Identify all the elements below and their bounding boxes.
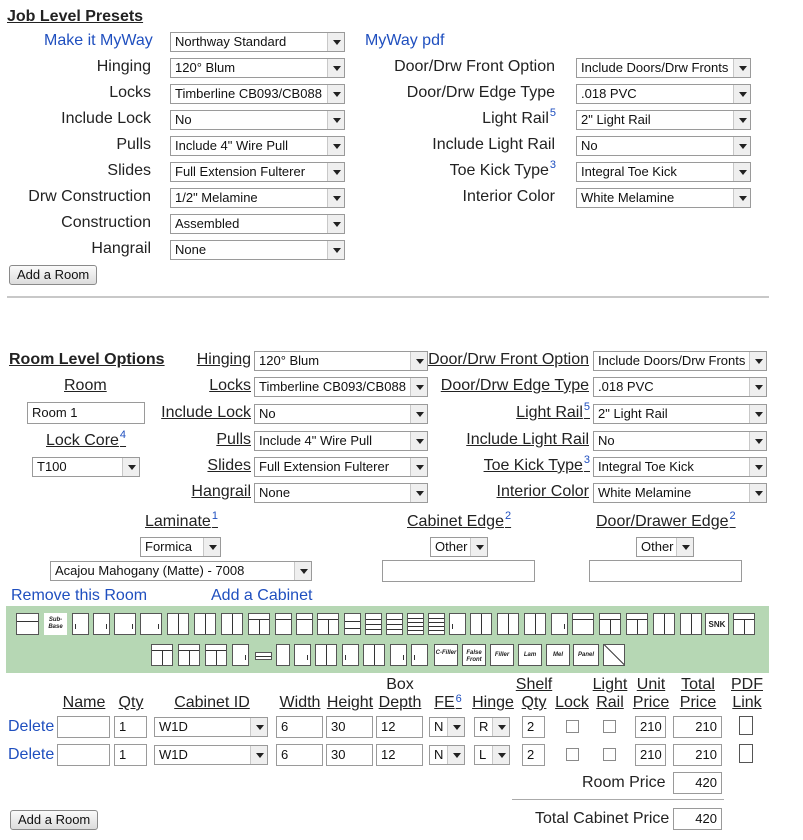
- cabinet-icon-door[interactable]: [342, 644, 359, 666]
- room-include-light-rail-label[interactable]: Include Light Rail: [466, 431, 589, 448]
- cabinet-icon-door[interactable]: [449, 613, 466, 635]
- chevron-down-icon: [327, 33, 344, 51]
- cabinet-icon-double-door[interactable]: [221, 613, 243, 635]
- row-lock-checkbox[interactable]: [566, 720, 579, 733]
- col-pdf-header-top: PDF: [731, 676, 763, 693]
- cabinet-icon-base-flat[interactable]: [16, 613, 39, 635]
- col-fe-header: $FE^6$: [434, 693, 462, 711]
- add-cabinet-link[interactable]: Add a Cabinet: [211, 587, 313, 604]
- room-edge-type-label[interactable]: Door/Drw Edge Type: [440, 377, 589, 394]
- job-hinging-select[interactable]: 120° Blum: [170, 58, 345, 78]
- chevron-down-icon: [492, 746, 509, 764]
- chevron-down-icon: [733, 85, 750, 103]
- row-height-input[interactable]: 30: [326, 744, 373, 766]
- chevron-down-icon: [470, 538, 487, 556]
- cabinet-type-palette: [6, 606, 769, 673]
- col-box-depth-header: Depth: [378, 694, 422, 711]
- room-locks-label[interactable]: Locks: [209, 377, 251, 394]
- total-cabinet-price-value: 420: [673, 808, 722, 830]
- row-total-price-input[interactable]: 210: [673, 716, 722, 738]
- row-cabinet-id-select[interactable]: W1D: [154, 717, 268, 737]
- row-name-input[interactable]: [57, 744, 110, 766]
- cabinet-icon-double-door[interactable]: [524, 613, 546, 635]
- c-filler-icon[interactable]: C-Filler: [434, 644, 458, 666]
- row-depth-input[interactable]: 12: [376, 716, 423, 738]
- cabinet-icon-double-door[interactable]: [497, 613, 519, 635]
- room-light-rail-select[interactable]: 2" Light Rail: [593, 404, 767, 424]
- job-drw-construction-label: Drw Construction: [28, 188, 151, 205]
- cabinet-icon-drawer-door[interactable]: [151, 644, 173, 666]
- room-hinging-label[interactable]: Hinging: [196, 351, 251, 368]
- row-light-rail-checkbox[interactable]: [603, 748, 616, 761]
- job-include-lock-select[interactable]: No: [170, 110, 345, 130]
- sink-base-icon[interactable]: SNK: [705, 613, 729, 635]
- room-label: Room: [64, 377, 107, 394]
- job-door-front-label: Door/Drw Front Option: [394, 58, 555, 75]
- row-hinge-select[interactable]: R: [474, 717, 510, 737]
- col-light-rail-header: Rail: [596, 694, 624, 711]
- room-price-label: Room Price: [582, 774, 666, 791]
- chevron-down-icon: [122, 458, 139, 476]
- chevron-down-icon: [447, 746, 464, 764]
- laminate-label: Laminate$^1$: [145, 510, 218, 530]
- row-height-input[interactable]: 30: [326, 716, 373, 738]
- col-height-header: Height: [326, 694, 374, 711]
- col-hinge-header: Hinge: [472, 694, 514, 711]
- cabinet-edge-select[interactable]: Other: [430, 537, 488, 557]
- cabinet-icon-double-door[interactable]: [470, 613, 492, 635]
- room-include-lock-label[interactable]: Include Lock: [161, 404, 251, 421]
- cabinet-icon-drawer-door[interactable]: [572, 613, 594, 635]
- job-hangrail-select[interactable]: None: [170, 240, 345, 260]
- room-light-rail-label[interactable]: Light Rail$^5$: [516, 401, 590, 421]
- room-toe-kick-label[interactable]: Toe Kick Type$^3$: [483, 454, 590, 474]
- job-slides-label: Slides: [107, 162, 151, 179]
- cabinet-icon-drawers[interactable]: [344, 613, 361, 635]
- cabinet-icon-door[interactable]: [390, 644, 407, 666]
- chevron-down-icon: [447, 718, 464, 736]
- cabinet-icon-drawer-door[interactable]: [626, 613, 648, 635]
- room-level-title: Room Level Options: [9, 351, 165, 368]
- room-slides-select[interactable]: Full Extension Fulterer: [254, 457, 428, 477]
- row-fe-select[interactable]: N: [429, 717, 465, 737]
- cabinet-icon-drawer-door[interactable]: [296, 613, 313, 635]
- cabinet-edge-input[interactable]: [382, 560, 535, 582]
- room-toe-kick-select[interactable]: Integral Toe Kick: [593, 457, 767, 477]
- row-unit-price-input[interactable]: 210: [635, 716, 666, 738]
- job-interior-color-label: Interior Color: [462, 188, 555, 205]
- chevron-down-icon: [749, 484, 766, 502]
- room-hinging-select[interactable]: 120° Blum: [254, 351, 428, 371]
- cabinet-icon-door[interactable]: [140, 613, 162, 635]
- room-door-front-select[interactable]: Include Doors/Drw Fronts: [593, 351, 767, 371]
- cabinet-icon-drawers[interactable]: [365, 613, 382, 635]
- room-edge-type-select[interactable]: .018 PVC: [593, 377, 767, 397]
- col-width-header: Width: [279, 694, 321, 711]
- row-cabinet-id-select[interactable]: W1D: [154, 745, 268, 765]
- cabinet-icon-door[interactable]: [294, 644, 311, 666]
- preset-select[interactable]: Northway Standard: [170, 32, 345, 52]
- delete-row-link[interactable]: Delete: [8, 718, 55, 735]
- cabinet-edge-label: Cabinet Edge$^2$: [407, 510, 512, 530]
- lock-core-label: Lock Core$^4$: [46, 429, 127, 449]
- cabinet-icon-double-door[interactable]: [315, 644, 337, 666]
- job-include-lock-label: Include Lock: [61, 110, 151, 127]
- chevron-down-icon: [733, 111, 750, 129]
- chevron-down-icon: [749, 432, 766, 450]
- col-shelf-header-top: Shelf: [515, 676, 553, 693]
- cabinet-icon-door[interactable]: [551, 613, 568, 635]
- room-pulls-select[interactable]: Include 4" Wire Pull: [254, 431, 428, 451]
- corner-panel-icon[interactable]: [603, 644, 625, 666]
- room-price-value: 420: [673, 772, 722, 794]
- col-cabinet-id-header: Cabinet ID: [174, 694, 250, 711]
- divider: [7, 296, 769, 298]
- chevron-down-icon: [733, 189, 750, 207]
- row-qty-input[interactable]: 1: [114, 744, 147, 766]
- room-interior-color-select[interactable]: White Melamine: [593, 483, 767, 503]
- job-edge-type-select[interactable]: .018 PVC: [576, 84, 751, 104]
- job-drw-construction-select[interactable]: 1/2" Melamine: [170, 188, 345, 208]
- job-locks-select[interactable]: Timberline CB093/CB088: [170, 84, 345, 104]
- cabinet-icon-drawer-door[interactable]: [317, 613, 339, 635]
- chevron-down-icon: [676, 538, 693, 556]
- job-door-front-select[interactable]: Include Doors/Drw Fronts: [576, 58, 751, 78]
- col-unit-header-top: Unit: [636, 676, 666, 693]
- chevron-down-icon: [492, 718, 509, 736]
- col-box-header-top: Box: [386, 676, 414, 693]
- lock-core-select[interactable]: T100: [32, 457, 140, 477]
- laminate-icon[interactable]: Lam: [518, 644, 542, 666]
- cabinet-icon-drawer-door[interactable]: [733, 613, 755, 635]
- chevron-down-icon: [733, 137, 750, 155]
- chevron-down-icon: [733, 59, 750, 77]
- chevron-down-icon: [749, 352, 766, 370]
- cabinet-icon-door[interactable]: [72, 613, 89, 635]
- chevron-down-icon: [327, 215, 344, 233]
- row-shelf-qty-input[interactable]: 2: [522, 744, 545, 766]
- chevron-down-icon: [749, 405, 766, 423]
- add-room-button[interactable]: Add a Room: [9, 265, 97, 285]
- job-pulls-label: Pulls: [116, 136, 151, 153]
- row-width-input[interactable]: 6: [276, 744, 323, 766]
- room-hangrail-select[interactable]: None: [254, 483, 428, 503]
- room-door-front-label[interactable]: Door/Drw Front Option: [428, 351, 589, 368]
- chevron-down-icon: [250, 746, 267, 764]
- chevron-down-icon: [203, 538, 220, 556]
- totals-divider: [512, 799, 724, 800]
- cabinet-icon-door[interactable]: [93, 613, 110, 635]
- make-it-myway-link[interactable]: Make it MyWay: [44, 32, 153, 49]
- job-pulls-select[interactable]: Include 4" Wire Pull: [170, 136, 345, 156]
- room-name-input[interactable]: Room 1: [27, 402, 145, 424]
- cabinet-icon-double-door[interactable]: [653, 613, 675, 635]
- job-edge-type-label: Door/Drw Edge Type: [406, 84, 555, 101]
- room-slides-label[interactable]: Slides: [207, 457, 251, 474]
- job-light-rail-label: Light Rail$^5$: [482, 107, 556, 127]
- filler-icon[interactable]: Filler: [490, 644, 514, 666]
- door-drawer-edge-label: Door/Drawer Edge$^2$: [596, 510, 736, 530]
- cabinet-icon-drawer-door[interactable]: [178, 644, 200, 666]
- room-include-light-rail-select[interactable]: No: [593, 431, 767, 451]
- col-total-header-top: Total: [681, 676, 715, 693]
- cabinet-icon-door[interactable]: [114, 613, 136, 635]
- cabinet-icon-drawer-door[interactable]: [248, 613, 270, 635]
- myway-pdf-link[interactable]: MyWay pdf: [365, 32, 445, 49]
- col-qty-header: Qty: [118, 694, 144, 711]
- job-slides-select[interactable]: Full Extension Fulterer: [170, 162, 345, 182]
- job-construction-label: Construction: [61, 214, 151, 231]
- door-drawer-edge-select[interactable]: Other: [636, 537, 694, 557]
- col-name-header: Name: [62, 694, 106, 711]
- job-hangrail-label: Hangrail: [91, 240, 151, 257]
- col-unit-price-header: Price: [632, 694, 670, 711]
- row-lock-checkbox[interactable]: [566, 748, 579, 761]
- cabinet-icon-drawers[interactable]: [386, 613, 403, 635]
- cabinet-icon-drawer-door[interactable]: [205, 644, 227, 666]
- row-qty-input[interactable]: 1: [114, 716, 147, 738]
- job-locks-label: Locks: [109, 84, 151, 101]
- cabinet-icon-drawer-door[interactable]: [275, 613, 292, 635]
- job-include-light-rail-label: Include Light Rail: [432, 136, 555, 153]
- room-locks-select[interactable]: Timberline CB093/CB088: [254, 377, 428, 397]
- room-pulls-label[interactable]: Pulls: [216, 431, 251, 448]
- row-total-price-input[interactable]: 210: [673, 744, 722, 766]
- row-hinge-select[interactable]: L: [474, 745, 510, 765]
- chevron-down-icon: [733, 163, 750, 181]
- col-pdf-link-header: Link: [732, 694, 762, 711]
- row-unit-price-input[interactable]: 210: [635, 744, 666, 766]
- sub-base-icon[interactable]: Sub-Base: [44, 613, 67, 635]
- job-toe-kick-label: Toe Kick Type$^3$: [449, 159, 556, 179]
- chevron-down-icon: [250, 718, 267, 736]
- cabinet-icon-door[interactable]: [232, 644, 249, 666]
- col-shelf-qty-header: Qty: [521, 694, 547, 711]
- job-level-title: Job Level Presets: [7, 8, 144, 25]
- row-light-rail-checkbox[interactable]: [603, 720, 616, 733]
- chevron-down-icon: [327, 241, 344, 259]
- col-light-header-top: Light: [592, 676, 628, 693]
- cabinet-icon-tall[interactable]: [276, 644, 290, 666]
- row-depth-input[interactable]: 12: [376, 744, 423, 766]
- row-shelf-qty-input[interactable]: 2: [522, 716, 545, 738]
- row-name-input[interactable]: [57, 716, 110, 738]
- job-light-rail-select[interactable]: 2" Light Rail: [576, 110, 751, 130]
- job-interior-color-select[interactable]: White Melamine: [576, 188, 751, 208]
- cabinet-icon-shelf[interactable]: [255, 652, 272, 660]
- chevron-down-icon: [749, 458, 766, 476]
- row-pdf-link-icon[interactable]: [739, 716, 753, 735]
- cabinet-icon-double-door[interactable]: [167, 613, 189, 635]
- job-toe-kick-select[interactable]: Integral Toe Kick: [576, 162, 751, 182]
- row-fe-select[interactable]: N: [429, 745, 465, 765]
- cabinet-icon-double-door[interactable]: [363, 644, 385, 666]
- cabinet-icon-drawers[interactable]: [428, 613, 445, 635]
- room-hangrail-label[interactable]: Hangrail: [191, 483, 251, 500]
- chevron-down-icon: [749, 378, 766, 396]
- panel-icon[interactable]: Panel: [573, 644, 599, 666]
- room-interior-color-label[interactable]: Interior Color: [496, 483, 589, 500]
- cabinet-icon-double-door[interactable]: [194, 613, 216, 635]
- job-construction-select[interactable]: Assembled: [170, 214, 345, 234]
- add-room-bottom-button[interactable]: Add a Room: [10, 810, 98, 830]
- cabinet-icon-drawer-door[interactable]: [599, 613, 621, 635]
- room-include-lock-select[interactable]: No: [254, 404, 428, 424]
- delete-row-link[interactable]: Delete: [8, 746, 55, 763]
- chevron-down-icon: [294, 562, 311, 580]
- job-include-light-rail-select[interactable]: No: [576, 136, 751, 156]
- job-hinging-label: Hinging: [96, 58, 151, 75]
- laminate-color-select[interactable]: Acajou Mahogany (Matte) - 7008: [50, 561, 312, 581]
- remove-room-link[interactable]: Remove this Room: [11, 587, 148, 604]
- total-cabinet-price-label: Total Cabinet Price: [535, 810, 670, 827]
- cabinet-icon-double-door[interactable]: [680, 613, 702, 635]
- row-pdf-link-icon[interactable]: [739, 744, 753, 763]
- col-total-price-header: Price: [679, 694, 717, 711]
- row-width-input[interactable]: 6: [276, 716, 323, 738]
- cabinet-icon-drawers[interactable]: [407, 613, 424, 635]
- laminate-type-select[interactable]: Formica: [140, 537, 221, 557]
- door-drawer-edge-input[interactable]: [589, 560, 742, 582]
- melamine-icon[interactable]: Mel: [546, 644, 570, 666]
- cabinet-icon-door[interactable]: [411, 644, 428, 666]
- col-lock-header: Lock: [555, 694, 589, 711]
- false-front-icon[interactable]: False Front: [462, 644, 486, 666]
